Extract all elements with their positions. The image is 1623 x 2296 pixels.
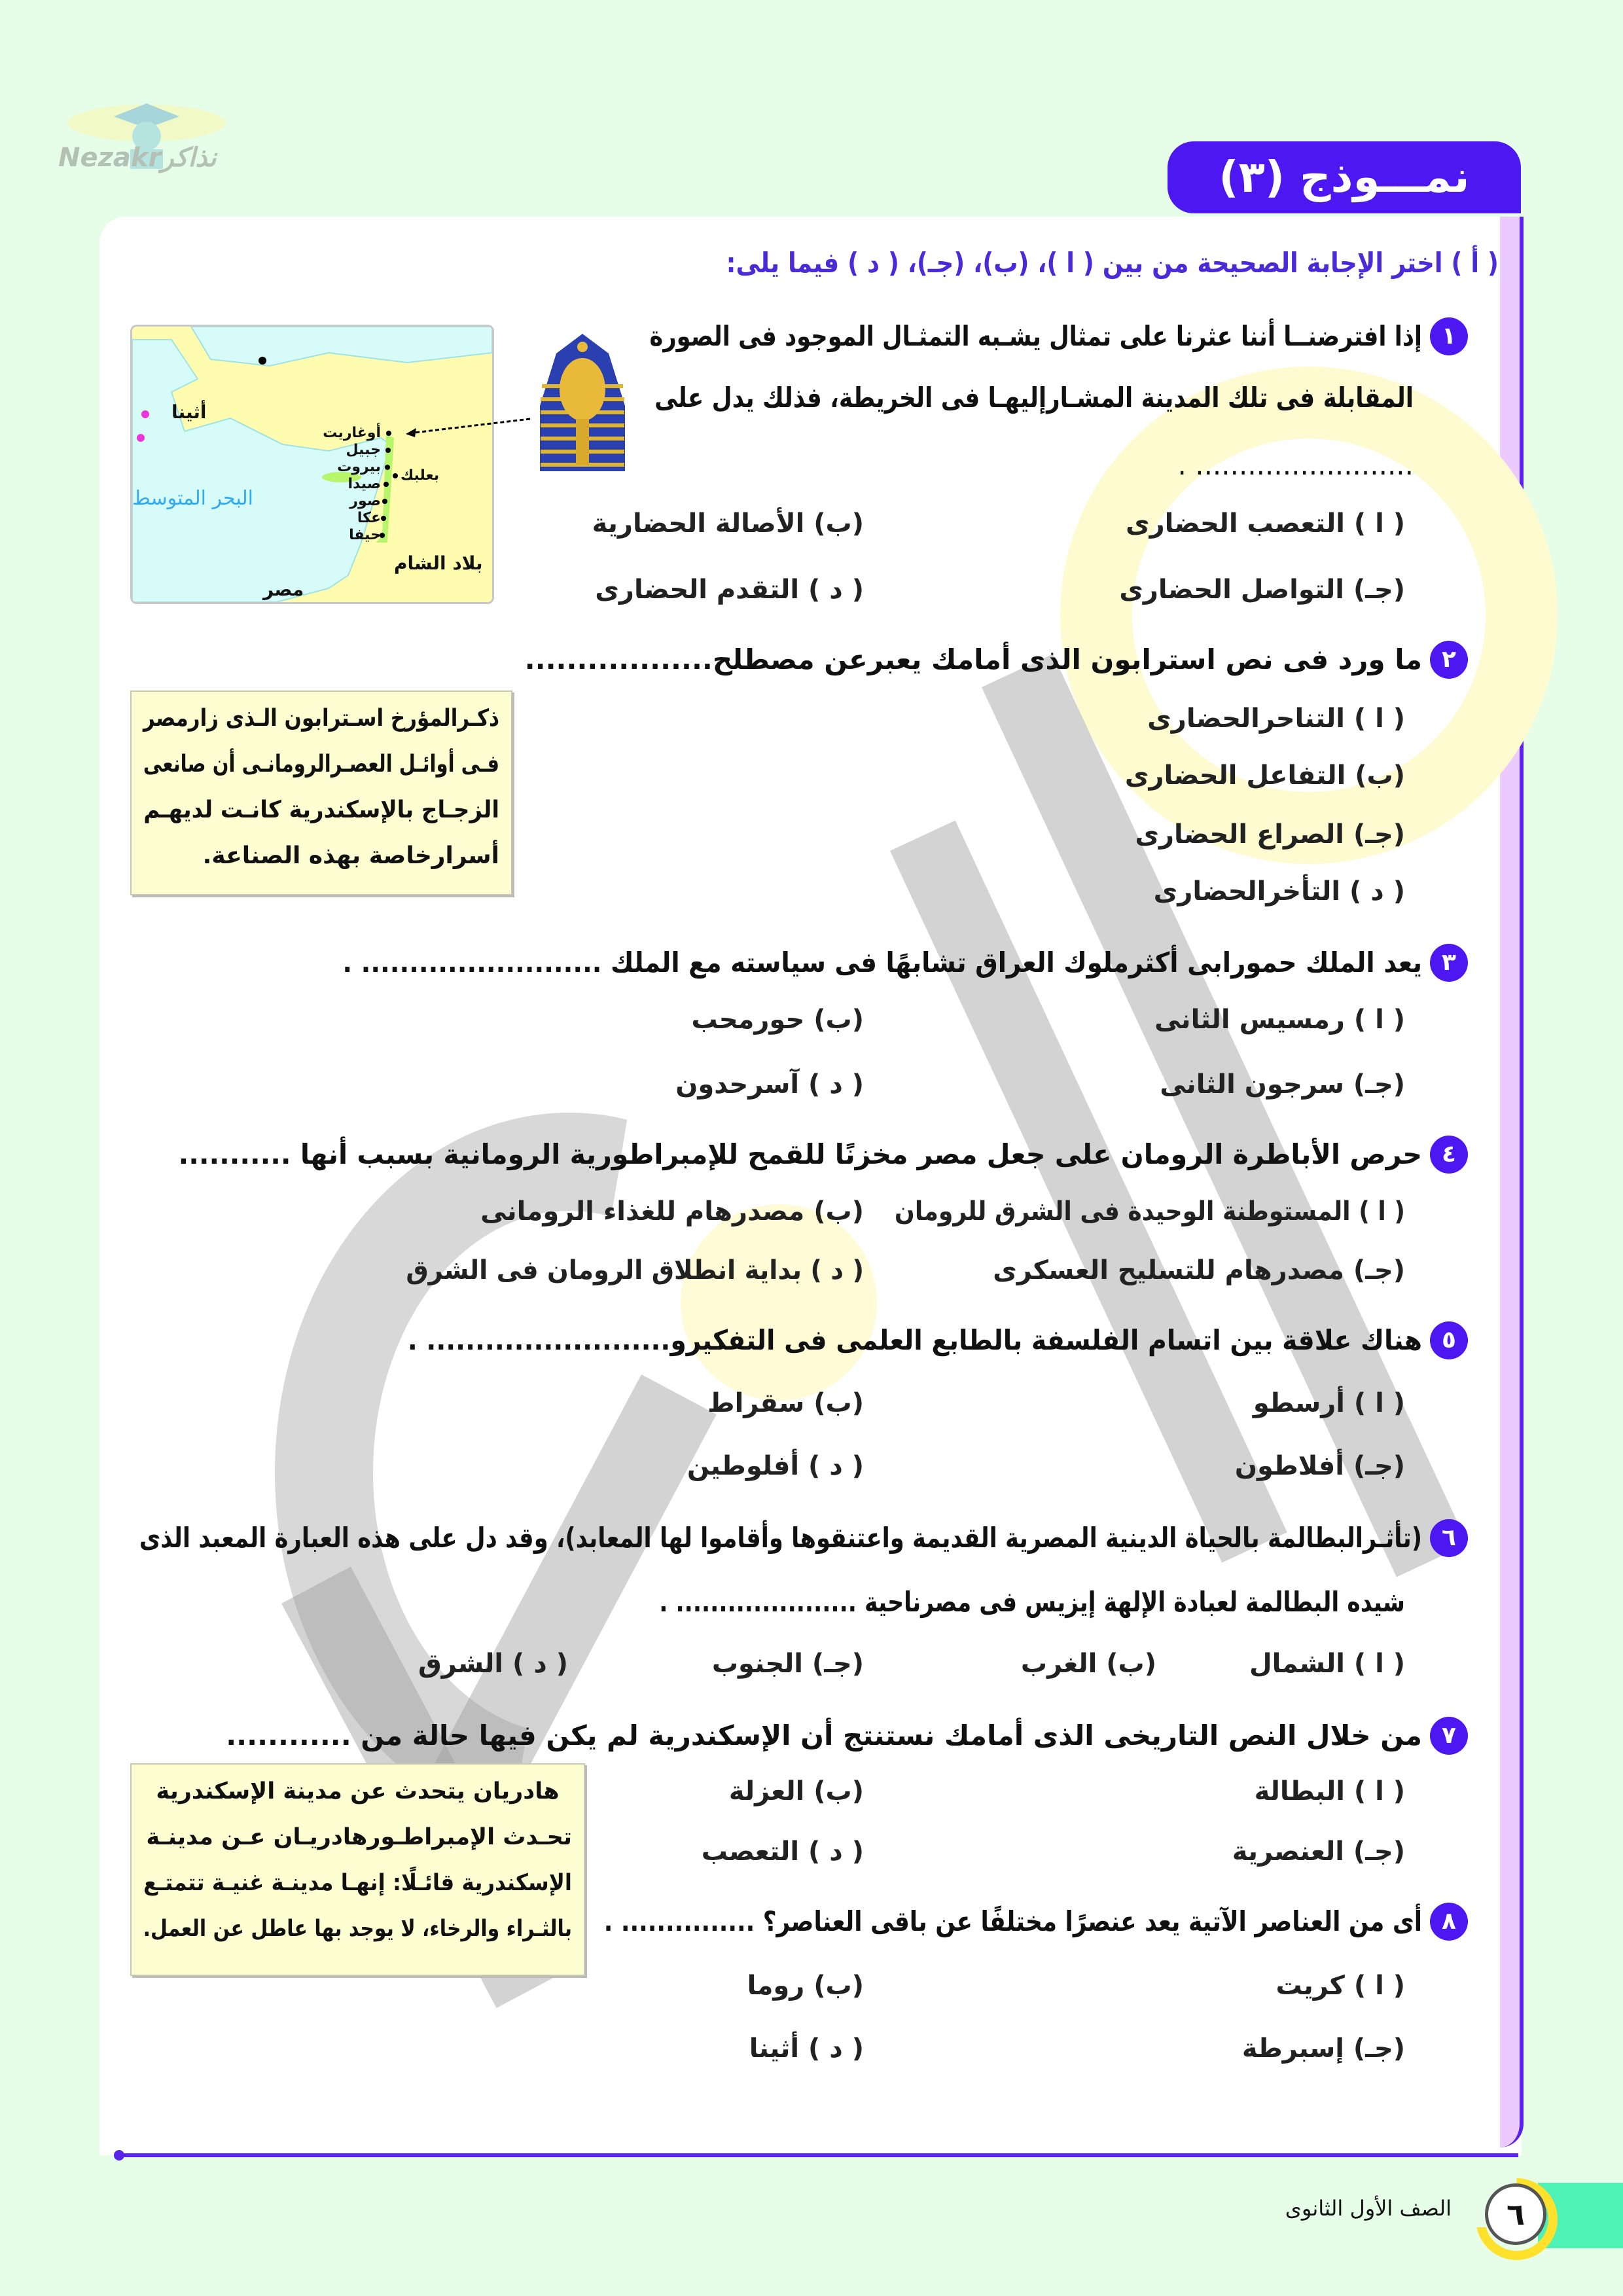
option-a[interactable]: ( ا ) المستوطنة الوحيدة فى الشرق للرومان — [894, 1196, 1405, 1227]
bottom-rule-dot — [114, 2150, 124, 2161]
map-label-tyre: صور — [349, 493, 381, 509]
question-number-2: ٢ — [1430, 641, 1468, 679]
note-line: بالثـراء والرخاء، لا يوجد بها عاطل عن العمل. — [143, 1916, 572, 1942]
note-line: أسرارخاصة بهذه الصناعة. — [202, 842, 499, 869]
map-label-sea: البحر المتوسط — [132, 487, 253, 510]
logo-text-en: Nezakr — [58, 143, 162, 173]
tutankhamun-mask-image — [393, 327, 641, 478]
option-c[interactable]: (جـ) سرجون الثانى — [1160, 1069, 1405, 1100]
option-b[interactable]: (ب) روما — [747, 1971, 864, 2001]
question-8-text: أى من العناصر الآتية يعد عنصرًا مختلفًا عن باقى العناصر؟ ............... . — [603, 1905, 1422, 1937]
option-a[interactable]: ( ا ) أرسطو — [1253, 1388, 1405, 1418]
option-b[interactable]: (ب) الغرب — [1020, 1649, 1156, 1679]
map-label-haifa: حيفا — [349, 527, 381, 543]
option-d[interactable]: ( د ) آسرحدون — [675, 1069, 864, 1100]
map-label-acre: عكا — [357, 510, 381, 526]
option-b[interactable]: (ب) حورمحب — [691, 1005, 864, 1035]
note-line: ذكـرالمؤرخ اسـترابون الـذى زارمصر — [143, 705, 499, 732]
option-d[interactable]: ( د ) التأخرالحضارى — [1153, 876, 1405, 906]
question-1-text-line2: المقابلة فى تلك المدينة المشـارإليهـا فى الخريطة، فذلك يدل على — [654, 382, 1414, 414]
logo-text-ar: نذاكر — [161, 143, 217, 173]
section-instruction: ( أ ) اختر الإجابة الصحيحة من بين ( ا )، (ب)، (جـ)، ( د ) فيما يلى: — [726, 247, 1499, 279]
question-number-5: ٥ — [1430, 1321, 1468, 1359]
map-label-beirut: بيروت — [337, 459, 381, 475]
option-c[interactable]: (جـ) مصدرهام للتسليح العسكرى — [993, 1255, 1405, 1285]
option-d[interactable]: ( د ) الشرق — [418, 1649, 568, 1679]
map-label-ugarit: أوغاريت — [323, 425, 381, 441]
note-line: الزجـاج بالإسكندرية كانـت لديهـم — [143, 797, 499, 823]
question-1-text: إذا افترضنــا أننا عثرنا على تمثال يشـبه التمثـال الموجود فى الصورة — [649, 320, 1422, 352]
question-6-text: (تأثـرالبطالمة بالحياة الدينية المصرية القديمة واعتنقوها وأقاموا لها المعابد)، وقد دل على هذه العبارة المعبد الذى — [139, 1522, 1422, 1554]
question-number-3: ٣ — [1430, 944, 1468, 982]
option-c[interactable]: (جـ) الصراع الحضارى — [1135, 819, 1405, 850]
question-3-text: يعد الملك حمورابى أكثرملوك العراق تشابهًا فى سياسته مع الملك ......................... . — [342, 946, 1422, 978]
question-6-text-line2: شيده البطالمة لعبادة الإلهة إيزيس فى مصرناحية ..................... . — [659, 1586, 1405, 1618]
option-d[interactable]: ( د ) التعصب — [701, 1837, 864, 1867]
question-number-6: ٦ — [1430, 1519, 1468, 1557]
map-label-byblos: جبيل — [346, 442, 381, 458]
option-b[interactable]: (ب) الأصالة الحضارية — [592, 509, 864, 539]
watermark-yellow-circle-small — [681, 1204, 877, 1401]
question-5-text: هناك علاقة بين اتسام الفلسفة بالطابع العلمى فى التفكيرو......................... . — [407, 1324, 1422, 1356]
option-c[interactable]: (جـ) العنصرية — [1232, 1837, 1405, 1867]
question-7-text: من خلال النص التاريخى الذى أمامك نستنتج أن الإسكندرية لم يكن فيها حالة من ............ — [226, 1719, 1422, 1751]
question-4-text: حرص الأباطرة الرومان على جعل مصر مخزنًا للقمح للإمبراطورية الرومانية بسبب أنها ........... — [178, 1138, 1422, 1170]
option-c[interactable]: (جـ) التواصل الحضارى — [1119, 575, 1405, 605]
page-title: نمـــوذج (٣) — [1168, 141, 1521, 213]
option-c[interactable]: (جـ) أفلاطون — [1234, 1451, 1405, 1481]
note-line: تحـدث الإمبراطـورهادريـان عـن مدينـة — [146, 1824, 572, 1850]
map-label-levant: بلاد الشام — [394, 552, 483, 574]
nezakr-logo — [58, 51, 235, 182]
option-c[interactable]: (جـ) إسبرطة — [1241, 2034, 1405, 2064]
option-d[interactable]: ( د ) بداية انطلاق الرومان فى الشرق — [406, 1255, 864, 1285]
option-a[interactable]: ( ا ) التعصب الحضارى — [1125, 509, 1405, 539]
bottom-rule — [118, 2153, 1518, 2157]
strabo-text-box — [130, 691, 512, 895]
option-a[interactable]: ( ا ) التناحرالحضارى — [1147, 704, 1405, 734]
answer-blank: ......................... . — [1177, 449, 1414, 481]
option-d[interactable]: ( د ) التقدم الحضارى — [595, 575, 864, 605]
page-number: ٦ — [1485, 2183, 1546, 2245]
option-d[interactable]: ( د ) أثينا — [749, 2034, 864, 2064]
option-b[interactable]: (ب) مصدرهام للغذاء الرومانى — [480, 1196, 864, 1227]
question-number-1: ١ — [1430, 317, 1468, 355]
note-line: فـى أوائـل العصـرالرومانـى أن صانعى — [143, 751, 499, 778]
option-b[interactable]: (ب) سقراط — [707, 1388, 864, 1418]
hadrian-text-box — [130, 1763, 585, 1976]
option-a[interactable]: ( ا ) رمسيس الثانى — [1154, 1005, 1405, 1035]
map-label-athens: أثينا — [171, 401, 207, 423]
map-label-egypt: مصر — [263, 579, 304, 600]
option-b[interactable]: (ب) التفاعل الحضارى — [1124, 761, 1405, 791]
option-b[interactable]: (ب) العزلة — [728, 1776, 864, 1806]
option-c[interactable]: (جـ) الجنوب — [711, 1649, 864, 1679]
note-title: هادريان يتحدث عن مدينة الإسكندرية — [156, 1778, 560, 1804]
option-d[interactable]: ( د ) أفلوطين — [687, 1451, 864, 1481]
note-line: الإسكندرية قائـلًا: إنهـا مدينـة غنيـة تتمتـع — [143, 1870, 572, 1896]
option-a[interactable]: ( ا ) البطالة — [1254, 1776, 1405, 1806]
map-label-baalbek: بعلبك — [401, 467, 440, 484]
footer-grade: الصف الأول الثانوى — [1285, 2196, 1452, 2221]
question-number-4: ٤ — [1430, 1136, 1468, 1174]
question-number-7: ٧ — [1430, 1717, 1468, 1755]
question-2-text: ما ورد فى نص استرابون الذى أمامك يعبرعن مصطلح.................. — [524, 643, 1422, 675]
map-label-sidon: صيدا — [348, 476, 381, 492]
question-number-8: ٨ — [1430, 1903, 1468, 1941]
option-a[interactable]: ( ا ) الشمال — [1249, 1649, 1405, 1679]
option-a[interactable]: ( ا ) كريت — [1275, 1971, 1405, 2001]
